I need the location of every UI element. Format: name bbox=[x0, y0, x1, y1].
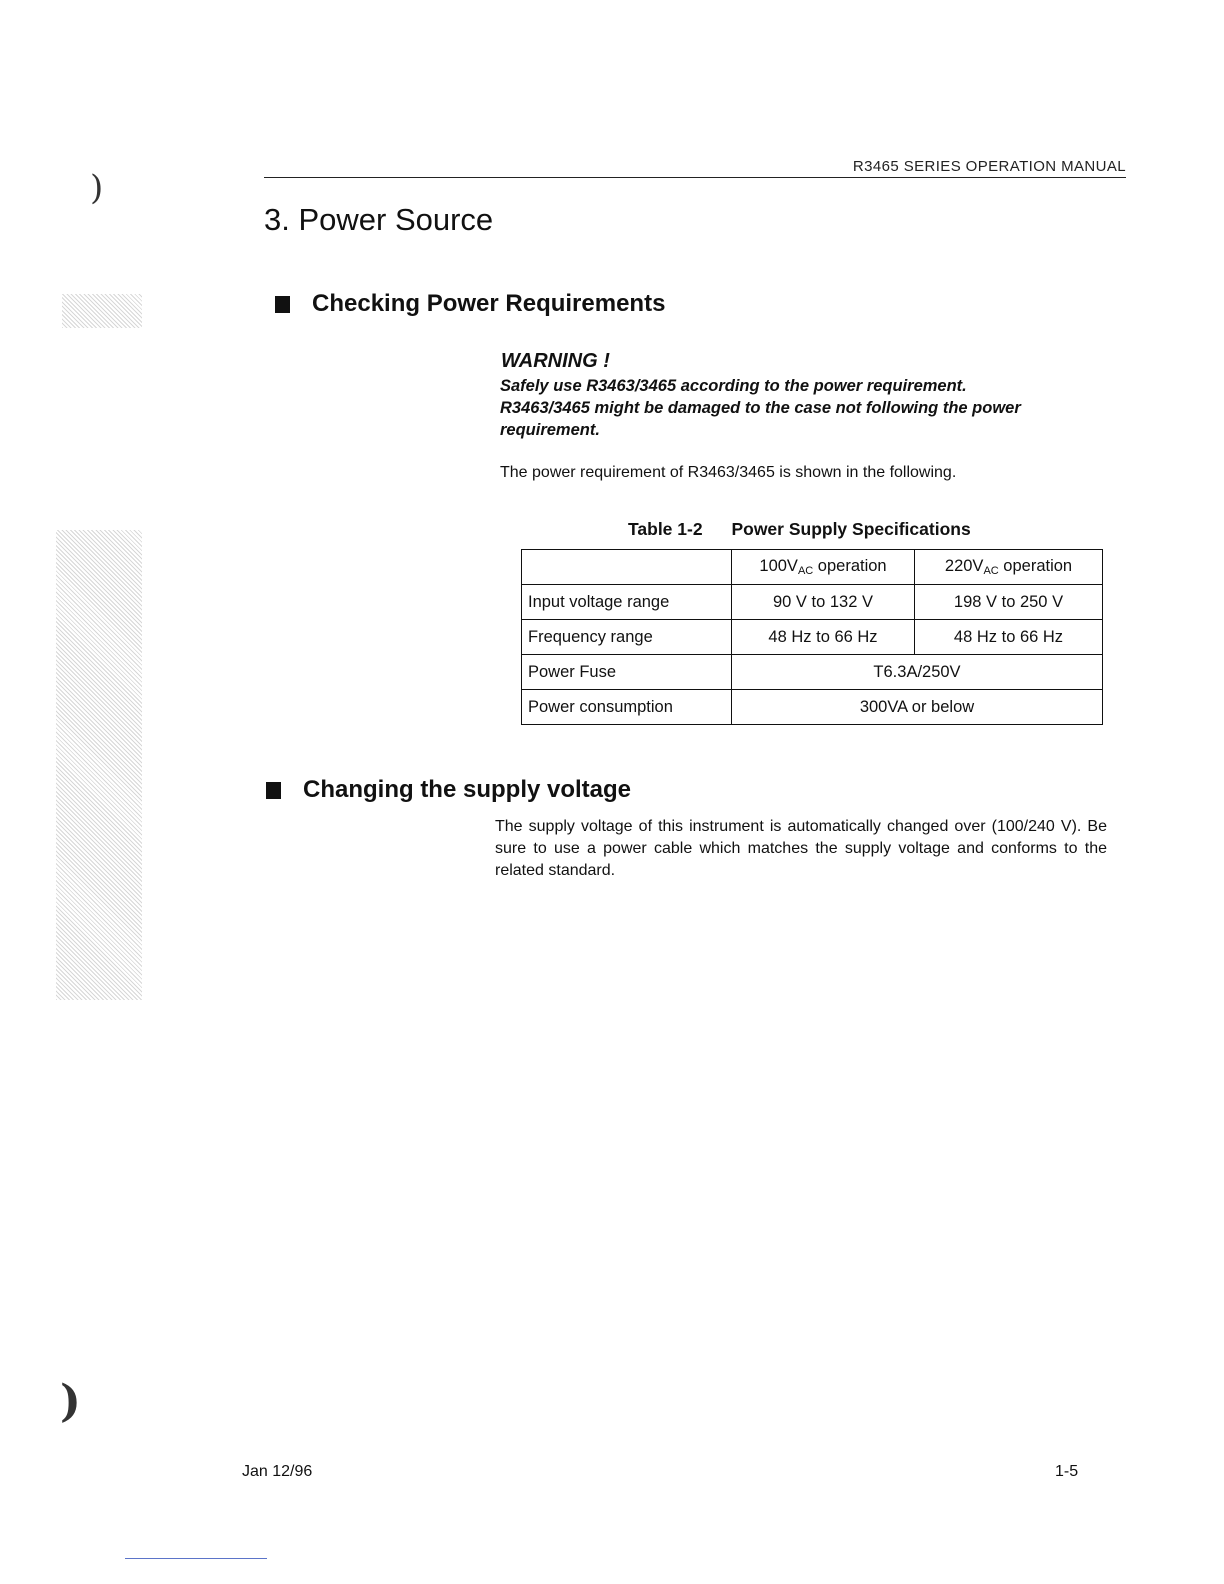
row-value-100v: 48 Hz to 66 Hz bbox=[732, 620, 915, 655]
row-label: Power Fuse bbox=[522, 655, 732, 690]
warning-line-2: R3463/3465 might be damaged to the case not following the power requirement. bbox=[500, 399, 1021, 439]
warning-body bbox=[500, 375, 1110, 441]
row-label: Input voltage range bbox=[522, 585, 732, 620]
table-caption-label: Table 1-2 bbox=[628, 519, 703, 539]
header-rule bbox=[264, 177, 1126, 178]
running-header: R3465 SERIES OPERATION MANUAL bbox=[852, 158, 1126, 175]
table-header-100v: $100V_{AC}$ operation bbox=[732, 550, 915, 585]
row-value-both: T6.3A/250V bbox=[732, 655, 1103, 690]
row-value-100v: 90 V to 132 V bbox=[732, 585, 915, 620]
table-header-empty bbox=[522, 550, 732, 585]
power-supply-table bbox=[521, 549, 1103, 725]
section-heading-text: Changing the supply voltage bbox=[303, 776, 632, 803]
table-header-row bbox=[522, 550, 1103, 585]
row-value-220v: 48 Hz to 66 Hz bbox=[915, 620, 1103, 655]
table-header-220v: $220V_{AC}$ operation bbox=[915, 550, 1103, 585]
scan-mark-top: ) bbox=[90, 168, 104, 208]
table-caption bbox=[628, 519, 971, 540]
section-heading-power-requirements bbox=[275, 290, 665, 318]
section-heading-supply-voltage bbox=[266, 776, 631, 804]
page-title: 3. Power Source bbox=[264, 202, 494, 237]
footer-date: Jan 12/96 bbox=[242, 1463, 313, 1480]
table-row bbox=[522, 585, 1103, 620]
scan-speckle-margin bbox=[56, 530, 142, 1000]
row-label: Frequency range bbox=[522, 620, 732, 655]
row-label: Power consumption bbox=[522, 690, 732, 725]
scan-speckle-top bbox=[62, 294, 142, 328]
supply-voltage-paragraph: The supply voltage of this instrument is automatically changed over (100/240 V). Be sure to use a power cable which matches the supply voltage and conforms to the related standard. bbox=[495, 818, 1107, 879]
table-row bbox=[522, 690, 1103, 725]
table-row bbox=[522, 655, 1103, 690]
square-bullet-icon bbox=[266, 782, 281, 799]
row-value-220v: 198 V to 250 V bbox=[915, 585, 1103, 620]
page-number: 1-5 bbox=[1055, 1463, 1079, 1480]
warning-line-1: Safely use R3463/3465 according to the power requirement. bbox=[500, 377, 967, 395]
intro-paragraph: The power requirement of R3463/3465 is shown in the following. bbox=[500, 464, 957, 481]
row-value-both: 300VA or below bbox=[732, 690, 1103, 725]
section-heading-text: Checking Power Requirements bbox=[312, 290, 666, 317]
square-bullet-icon bbox=[275, 296, 290, 313]
table-row bbox=[522, 620, 1103, 655]
bottom-rule bbox=[125, 1558, 267, 1559]
table-caption-title: Power Supply Specifications bbox=[731, 519, 971, 539]
warning-title: WARNING ! bbox=[501, 350, 610, 372]
scan-mark-bottom: ) bbox=[60, 1376, 81, 1427]
